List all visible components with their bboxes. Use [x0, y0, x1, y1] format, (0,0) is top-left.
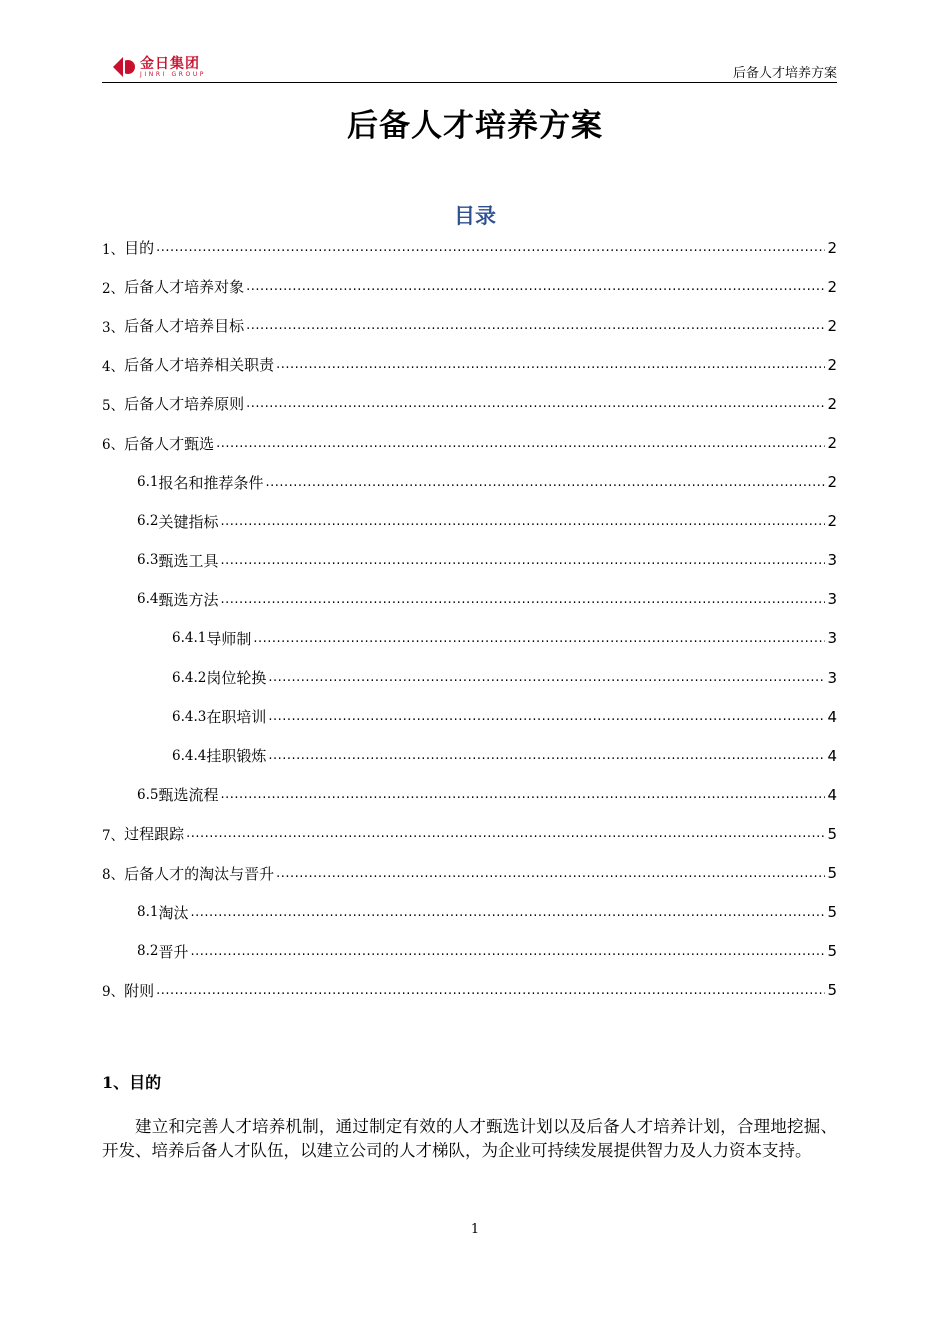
toc-entry-number: 6.4.3 — [172, 708, 207, 725]
toc-entry-page: 2 — [827, 355, 837, 374]
logo-chinese-text: 金日集团 — [140, 55, 200, 72]
toc-entry-page: 3 — [827, 668, 837, 687]
toc-entry-page: 4 — [827, 785, 837, 804]
toc-dot-leader — [221, 553, 826, 568]
toc-dot-leader — [268, 748, 825, 763]
toc-dot-leader — [216, 436, 825, 451]
toc-entry[interactable] — [102, 463, 837, 502]
toc-entry-number: 2、 — [102, 280, 125, 297]
toc-entry-title: 甄选方法 — [158, 590, 219, 609]
toc-entry-title: 后备人才的淘汰与晋升 — [124, 864, 275, 883]
toc-entry-number: 1、 — [102, 241, 125, 258]
toc-entry-title: 过程跟踪 — [124, 825, 185, 844]
toc-entry-page: 2 — [827, 434, 837, 453]
toc-dot-leader — [191, 944, 826, 959]
toc-entry-number: 8、 — [102, 867, 125, 884]
toc-entry-number: 6.4.1 — [172, 630, 207, 647]
toc-entry-page: 5 — [827, 903, 837, 922]
toc-entry-title: 晋升 — [158, 942, 189, 961]
toc-entry-title: 后备人才培养目标 — [124, 317, 245, 336]
toc-dot-leader — [221, 514, 826, 529]
jinri-logo-icon — [112, 56, 136, 78]
section-1-title: 目的 — [129, 1073, 162, 1092]
toc-entry[interactable] — [102, 658, 837, 697]
toc-dot-leader — [246, 318, 825, 333]
section-1-paragraph: 建立和完善人才培养机制，通过制定有效的人才甄选计划以及后备人才培养计划，合理地挖掘、开发、培养后备人才队伍，以建立公司的人才梯队，为企业可持续发展提供智力及人力资本支持。 — [102, 1117, 837, 1160]
header-document-title: 后备人才培养方案 — [732, 66, 837, 81]
page-number: 1 — [470, 1222, 480, 1237]
section-1-number: 1、 — [102, 1073, 130, 1092]
toc-entry-title: 后备人才培养原则 — [124, 395, 245, 414]
toc-entry[interactable] — [102, 228, 837, 267]
toc-entry-title: 淘汰 — [158, 903, 189, 922]
toc-entry-number: 9、 — [102, 984, 125, 1001]
toc-dot-leader — [253, 631, 825, 646]
toc-entry-title: 后备人才培养对象 — [124, 278, 245, 297]
toc-entry-title: 报名和推荐条件 — [158, 473, 264, 492]
toc-entry[interactable] — [102, 854, 837, 893]
toc-entry[interactable] — [102, 423, 837, 462]
document-title: 后备人才培养方案 — [347, 108, 603, 144]
toc-dot-leader — [156, 983, 825, 998]
toc-entry-page: 4 — [827, 746, 837, 765]
toc-entry-page: 5 — [827, 824, 837, 843]
toc-entry-number: 8.1 — [137, 904, 159, 921]
toc-entry-page: 2 — [827, 512, 837, 531]
toc-entry[interactable] — [102, 541, 837, 580]
toc-entry-title: 甄选工具 — [158, 551, 219, 570]
toc-entry-page: 3 — [827, 590, 837, 609]
toc-entry-page: 2 — [827, 277, 837, 296]
toc-dot-leader — [221, 592, 826, 607]
toc-entry[interactable] — [102, 775, 837, 814]
toc-entry-page: 2 — [827, 238, 837, 257]
toc-entry-page: 3 — [827, 551, 837, 570]
toc-entry-title: 甄选流程 — [158, 786, 219, 805]
toc-entry[interactable] — [102, 697, 837, 736]
toc-entry-number: 4、 — [102, 358, 125, 375]
toc-entry-title: 岗位轮换 — [206, 669, 267, 688]
toc-entry-title: 关键指标 — [158, 512, 219, 531]
toc-entry[interactable] — [102, 619, 837, 658]
toc-entry-page: 5 — [827, 942, 837, 961]
toc-entry-number: 6.4.4 — [172, 747, 207, 764]
toc-entry-page: 4 — [827, 707, 837, 726]
toc-entry-page: 2 — [827, 316, 837, 335]
toc-entry-number: 6.4 — [137, 591, 159, 608]
toc-entry[interactable] — [102, 814, 837, 853]
toc-entry-number: 6.1 — [137, 474, 159, 491]
toc-entry-title: 挂职锻炼 — [206, 747, 267, 766]
company-logo — [112, 55, 206, 79]
toc-dot-leader — [268, 709, 825, 724]
toc-entry[interactable] — [102, 267, 837, 306]
toc-entry-page: 3 — [827, 629, 837, 648]
toc-entry-number: 5、 — [102, 397, 125, 414]
table-of-contents — [102, 228, 837, 1010]
page-header — [102, 52, 837, 83]
toc-entry-number: 7、 — [102, 827, 125, 844]
toc-entry-title: 后备人才甄选 — [124, 434, 215, 453]
toc-entry-title: 在职培训 — [206, 708, 267, 727]
toc-entry-title: 附则 — [124, 981, 155, 1000]
toc-entry[interactable] — [102, 306, 837, 345]
toc-entry-page: 2 — [827, 473, 837, 492]
toc-entry-page: 5 — [827, 864, 837, 883]
toc-entry[interactable] — [102, 345, 837, 384]
toc-dot-leader — [156, 240, 825, 255]
toc-entry-title: 后备人才培养相关职责 — [124, 356, 275, 375]
toc-entry-number: 3、 — [102, 319, 125, 336]
toc-entry-number: 6.3 — [137, 552, 159, 569]
toc-dot-leader — [191, 905, 826, 920]
toc-dot-leader — [221, 787, 826, 802]
toc-entry-title: 导师制 — [206, 629, 252, 648]
toc-entry-title: 目的 — [124, 239, 155, 258]
toc-entry[interactable] — [102, 893, 837, 932]
toc-entry-number: 6.2 — [137, 513, 159, 530]
toc-heading: 目录 — [454, 204, 496, 228]
toc-entry-page: 5 — [827, 981, 837, 1000]
toc-dot-leader — [246, 396, 825, 411]
toc-entry-number: 8.2 — [137, 943, 159, 960]
toc-entry-number: 6.4.2 — [172, 669, 207, 686]
logo-english-text: JINRI GROUP — [140, 70, 207, 78]
toc-entry[interactable] — [102, 502, 837, 541]
toc-entry[interactable] — [102, 384, 837, 423]
toc-dot-leader — [186, 826, 825, 841]
toc-entry[interactable] — [102, 971, 837, 1010]
toc-dot-leader — [276, 866, 825, 881]
toc-entry[interactable] — [102, 580, 837, 619]
toc-entry[interactable] — [102, 932, 837, 971]
toc-entry-number: 6、 — [102, 437, 125, 454]
toc-entry-page: 2 — [827, 394, 837, 413]
toc-dot-leader — [268, 670, 825, 685]
toc-dot-leader — [266, 475, 826, 490]
toc-dot-leader — [276, 357, 825, 372]
section-1-heading — [102, 1070, 161, 1093]
toc-dot-leader — [246, 279, 825, 294]
toc-entry-number: 6.5 — [137, 786, 159, 803]
toc-entry[interactable] — [102, 736, 837, 775]
